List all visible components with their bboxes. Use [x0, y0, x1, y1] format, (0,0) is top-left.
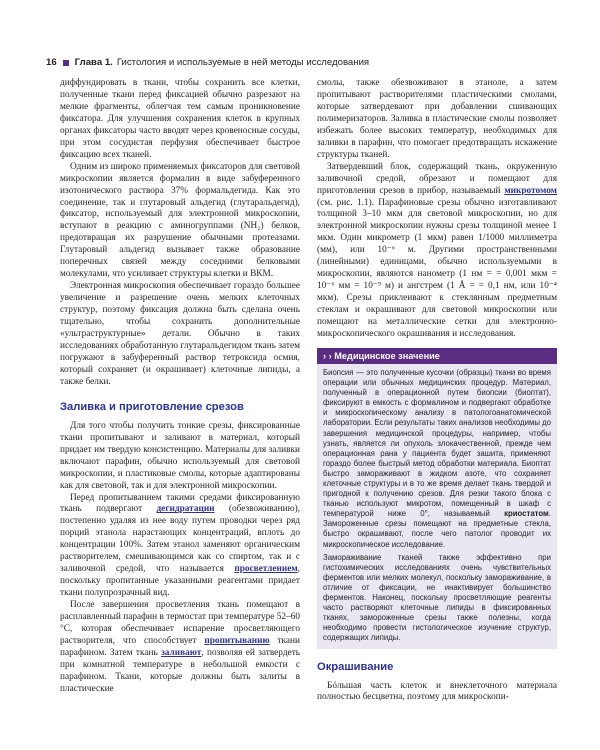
- term-cryostat: криостатом: [504, 509, 549, 519]
- box-paragraph: Замораживание тканей также эффективно при гистохимических исследованиях очень чувствительных ферментов или мелких молекул, поскольку замораживание, в отличие от фиксации, не инактивирует большинство ферментов. Наконец, поскольку просветляющие реагенты часто растворяют клеточные липиды в фиксированных тканях, замороженные срезы также полезны, когда необходимо провести гистологическое изучение структур, содержащих липиды.: [323, 552, 551, 643]
- medical-note-body: [317, 364, 557, 649]
- medical-note-box: [317, 348, 557, 649]
- text-run: После завершения просветления ткань помещают в расплавленный парафин в термостат при температуре 52–60 °С, которая обеспечивает испарение просветляющего растворителя, что способствует: [60, 600, 300, 646]
- text-run: , поскольку пропитанные указанными реагентами придает ткани полупрозрачный вид.: [60, 564, 300, 599]
- paragraph: Одним из широко применяемых фиксаторов для световой микроскопии является формалин в виде забуференного изотонического раствора 37% формальдегида. Как это соединение, так и глутаровый альдегид (глутаральдегид), фиксатор, используемый для электронной микроскопии, вступают в реакцию с аминогруппами (NH₂) белков, предотвращая их разрушение обычными протеазами. Глутаровый альдегид вызывает также образование поперечных связей между соседними белковыми молекулами, что усиливает структуры клетки и ВКМ.: [60, 161, 300, 280]
- paragraph: смолы, также обезвоживают в этаноле, а затем пропитывают растворителями пластическими смолами, которые затвердевают при добавлении сшивающих полимеризаторов. Заливка в пластические смолы позволяет избежать более высоких температур, необходимых для заливки в парафин, что помогает предотвращать искажение структуры тканей.: [317, 78, 557, 160]
- paragraph: [60, 600, 300, 696]
- paragraph: [317, 162, 557, 341]
- section-heading-staining: Окрашивание: [317, 660, 394, 673]
- text-run: ткани парафином. Затем ткань: [60, 635, 300, 658]
- header-square-marker: [63, 60, 69, 66]
- chapter-label: Глава 1.: [74, 57, 113, 68]
- paragraph: Для того чтобы получить тонкие срезы, фиксированные ткани пропитывают и заливают в материал, который придает им твердую консистенцию. Материалы для заливки включают парафин, обычно используемый для световой микроскопии, и пластиковые смолы, которые адаптированы как для световой, так и для электронной микроскопии.: [60, 420, 300, 491]
- text-run: . Замороженные срезы помещают на предметные стекла, быстро окрашивают, после чего патолог проводит их микроскопическое исследование.: [323, 509, 551, 549]
- box-paragraph: [323, 368, 551, 550]
- term-microtome: микротомом: [504, 185, 557, 196]
- text-run: Перед пропитыванием такими средами фиксированную ткань подвергают: [60, 492, 300, 515]
- text-run: (см. рис. 1.1). Парафиновые срезы обычно изготавливают толщиной 3–10 мкм для световой микроскопии, но для электронной микроскопии нужны срезы толщиной менее 1 мкм. Один микрометр (1 мкм) равен 1/1000 миллиметра (мм), или 10⁻⁶ м. Другими пространственными (линейными) единицами, обычно используемыми в микроскопии, являются нанометр (1 нм = = 0,001 мкм = 10⁻⁶ мм = 10⁻⁹ м) и ангстрем (1 Å = = 0,1 нм, или 10⁻⁴ мкм). Срезы приклеивают к стеклянным предметным стеклам и окрашивают для световой микроскопии или помещают на металлические сетки для электронно-микроскопического окрашивания и исследования.: [317, 197, 557, 340]
- term-infiltration: пропитыванию: [204, 635, 270, 646]
- term-clearing: просветлением: [234, 564, 298, 575]
- paragraph: диффундировать в ткани, чтобы сохранить все клетки, полученные ткани перед фиксацией обычно разрезают на мелкие фрагменты, облегчая тем самым проникновение фиксатора. Для улучшения сохранения клеток в крупных органах фиксаторы часто вводят через кровеносные сосуды, при этом сосудистая перфузия обеспечивает быстрое фиксацию всех тканей.: [60, 78, 300, 160]
- paragraph: [60, 493, 300, 601]
- text-run: Затвердевший блок, содержащий ткань, окруженную заливочной средой, обрезают и помещают для приготовления срезов в прибор, называемый: [317, 161, 557, 196]
- text-run: (обезвоживанию), постепенно удаляя из нее воду путем проводки через ряд порций этанола нарастающих концентраций, вплоть до концентрации 100%. Затем этанол заменяют органическим растворителем, смешивающимся как со спиртом, так и с заливочной средой, что называется: [60, 504, 300, 575]
- section-heading-embedding: Заливка и приготовление срезов: [60, 400, 244, 413]
- chapter-title: Гистология и используемые в ней методы исследования: [116, 57, 370, 68]
- paragraph: Бóльшая часть клеток и внеклеточного материала полностью бесцветна, поэтому для микроскопи-: [317, 680, 557, 703]
- paragraph: Электронная микроскопия обеспечивает гораздо большее увеличение и разрешение очень мелких клеточных структур, поэтому фиксация должна быть сделана очень тщательно, чтобы сохранить дополнительные «ультраструктурные» детали. Обычно в таких исследованиях обработанную глутаральдегидом ткань затем погружают в забуференный раствор тетроксида осмия, который сохраняет (и окрашивает) клеточные липиды, а также белки.: [60, 281, 300, 387]
- page-number: 16: [46, 57, 57, 68]
- text-run: , позволяя ей затвердеть при комнатной температуре в небольшой емкости с парафином. Ткани, которые должны быть залиты в пластические: [60, 647, 300, 694]
- right-column: [317, 78, 557, 704]
- left-column: [60, 78, 300, 696]
- term-dehydration: дегидратации: [156, 504, 215, 515]
- running-header: [46, 57, 558, 68]
- term-embedding: заливают: [161, 647, 202, 658]
- medical-note-title: › › Медицинское значение: [317, 348, 557, 364]
- text-run: Биопсия — это полученные кусочки (образцы) ткани во время операции или обычных медицинских процедур. Материал, полученный в операционной путем биопсии (биоптат), фиксируют в емкость с формалином и подвергают обработке и микроскопическому анализу в патологоанатомической лаборатории. Если результаты таких анализов необходимы до завершения медицинской процедуры, например, чтобы узнать, является ли опухоль злокачественной, прежде чем операционная рана у пациента будет зашита, применяют гораздо более быстрый метод обработки материала. Биоптат быстро замораживают в жидком азоте, что сохраняет клеточные структуры и в то же время делает ткань твердой и пригодной к получению срезов. Для резки такого блока с тканью используют микротом, помещенный в шкаф с температурой ниже 0°, называемый: [323, 367, 551, 519]
